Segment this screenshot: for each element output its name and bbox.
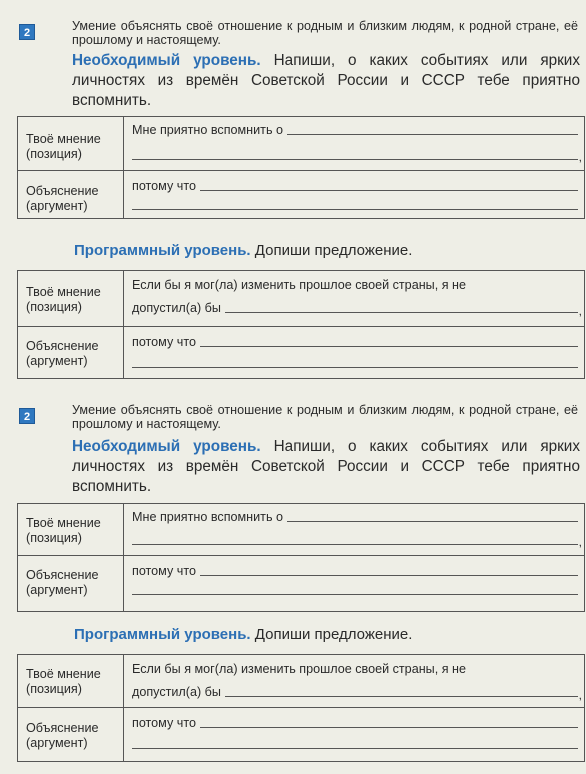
program-level-text: Допиши предложение.	[250, 242, 413, 259]
explanation-prompt: потому что	[132, 335, 196, 349]
answer-line[interactable]	[287, 520, 578, 522]
comma: ,	[578, 688, 582, 702]
required-level-text: Напиши, о каких событиях или ярких личностях из времён Советской России и СССР тебе приятно вспомнить.	[72, 52, 581, 109]
opinion-prompt-line1: Если бы я мог(ла) изменить прошлое своей страны, я не	[132, 278, 466, 292]
opinion-answer-cell[interactable]	[124, 504, 585, 556]
answer-line[interactable]	[200, 189, 578, 191]
opinion-label: Твоё мнение (позиция)	[18, 655, 124, 708]
answer-table-required	[17, 116, 585, 219]
answer-line[interactable]	[200, 574, 578, 576]
answer-table-required	[17, 503, 585, 612]
opinion-answer-cell[interactable]	[124, 271, 585, 327]
explanation-answer-cell[interactable]	[124, 556, 585, 612]
answer-line[interactable]	[132, 159, 578, 160]
program-level-task	[74, 625, 412, 645]
opinion-label: Твоё мнение (позиция)	[18, 504, 124, 556]
explanation-label: Объяснение (аргумент)	[18, 708, 124, 762]
explanation-prompt: потому что	[132, 179, 196, 193]
answer-line[interactable]	[132, 209, 578, 210]
explanation-label: Объяснение (аргумент)	[18, 171, 124, 219]
required-level-label: Необходимый уровень.	[72, 438, 261, 455]
opinion-label: Твоё мнение (позиция)	[18, 271, 124, 327]
explanation-answer-cell[interactable]	[124, 327, 585, 379]
comma: ,	[578, 535, 582, 549]
answer-line[interactable]	[132, 367, 578, 368]
task-number-badge: 2	[19, 24, 35, 40]
program-level-task	[74, 241, 412, 261]
opinion-answer-cell[interactable]	[124, 117, 585, 171]
opinion-answer-cell[interactable]	[124, 655, 585, 708]
program-level-label: Программный уровень.	[74, 242, 251, 259]
opinion-prompt-line2: допустил(а) бы	[132, 301, 221, 315]
skill-description: Умение объяснять своё отношение к родным и близким людям, к родной стране, её прошлому и настоящему.	[72, 19, 578, 47]
comma: ,	[578, 304, 582, 318]
required-level-task	[72, 51, 580, 111]
required-level-text: Напиши, о каких событиях или ярких личностях из времён Советской России и СССР тебе приятно вспомнить.	[72, 438, 581, 495]
explanation-label: Объяснение (аргумент)	[18, 556, 124, 612]
opinion-prompt: Мне приятно вспомнить о	[132, 510, 284, 524]
opinion-label: Твоё мнение (позиция)	[18, 117, 124, 171]
answer-line[interactable]	[132, 594, 578, 595]
answer-table-program	[17, 270, 585, 379]
answer-line[interactable]	[200, 726, 578, 728]
opinion-prompt-line1: Если бы я мог(ла) изменить прошлое своей страны, я не	[132, 662, 466, 676]
opinion-prompt-line2: допустил(а) бы	[132, 685, 221, 699]
comma: ,	[578, 150, 582, 164]
required-level-task	[72, 437, 580, 497]
explanation-prompt: потому что	[132, 716, 196, 730]
answer-line[interactable]	[200, 345, 578, 347]
answer-line[interactable]	[225, 311, 578, 313]
answer-line[interactable]	[287, 133, 578, 135]
answer-line[interactable]	[225, 695, 578, 697]
opinion-prompt: Мне приятно вспомнить о	[132, 123, 284, 137]
program-level-text: Допиши предложение.	[250, 626, 413, 643]
explanation-label: Объяснение (аргумент)	[18, 327, 124, 379]
answer-line[interactable]	[132, 544, 578, 545]
task-number-badge: 2	[19, 408, 35, 424]
required-level-label: Необходимый уровень.	[72, 52, 261, 69]
explanation-prompt: потому что	[132, 564, 196, 578]
answer-table-program	[17, 654, 585, 762]
skill-description: Умение объяснять своё отношение к родным и близким людям, к родной стране, её прошлому и настоящему.	[72, 403, 578, 431]
explanation-answer-cell[interactable]	[124, 708, 585, 762]
explanation-answer-cell[interactable]	[124, 171, 585, 219]
answer-line[interactable]	[132, 748, 578, 749]
program-level-label: Программный уровень.	[74, 626, 251, 643]
